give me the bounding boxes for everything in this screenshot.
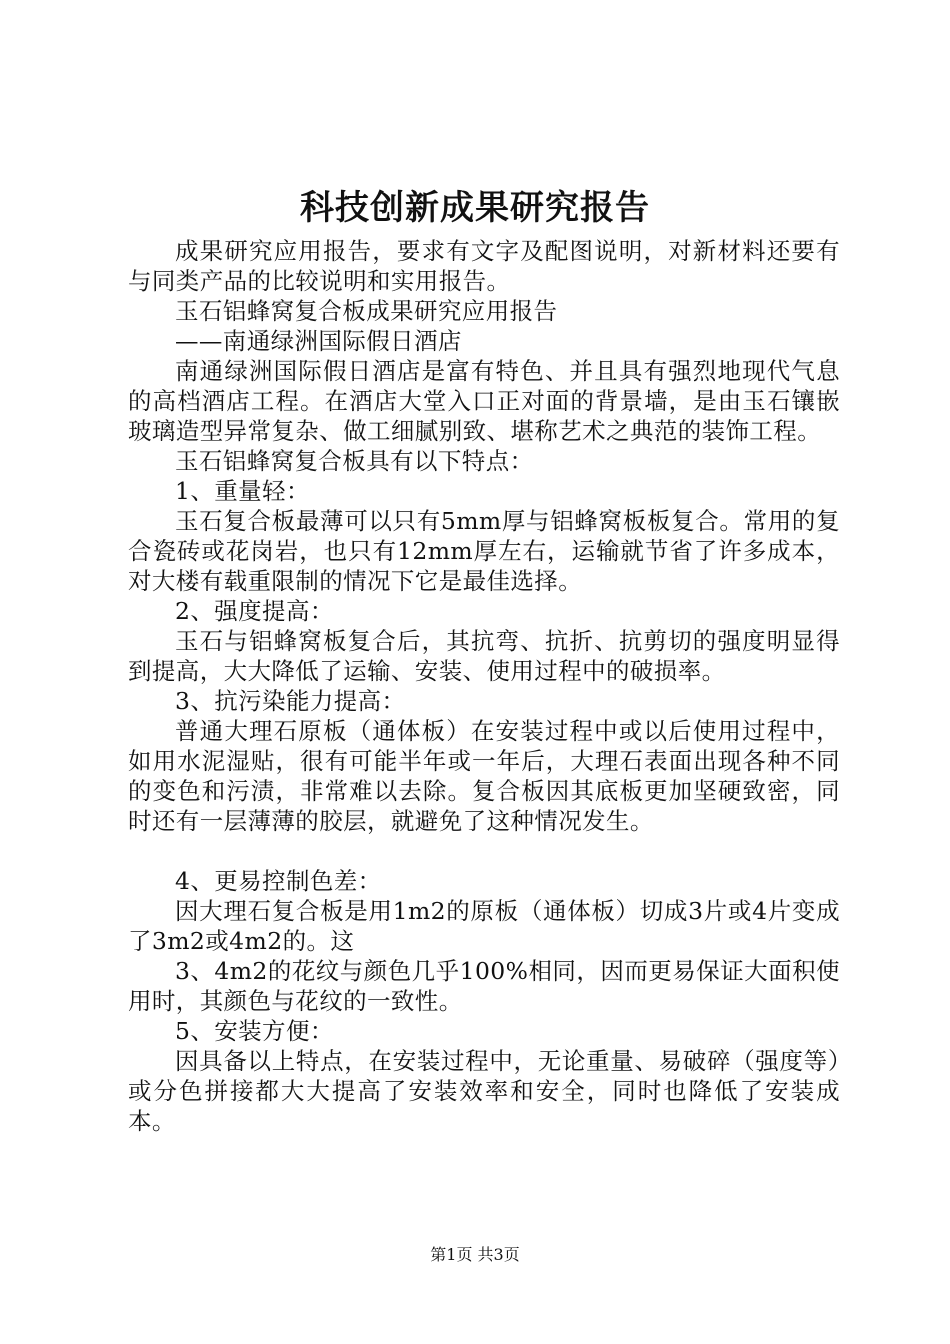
feature-heading-3: 3、抗污染能力提高： — [175, 687, 406, 715]
paragraph-project-description: 南通绿洲国际假日酒店是富有特色、并且具有强烈地现代气息的高档酒店工程。在酒店大堂入口正对面的背景墙，是由玉石镶嵌玻璃造型异常复杂、做工细腻别致、堪称艺术之典范的装饰工程。 — [128, 357, 840, 445]
feature-heading-2: 2、强度提高： — [175, 597, 334, 625]
feature-heading-1: 1、重量轻： — [175, 477, 310, 505]
document-title: 科技创新成果研究报告 — [300, 188, 650, 228]
feature-text-4b: 3、4m2的花纹与颜色几乎100%相同，因而更易保证大面积使用时，其颜色与花纹的一致性。 — [128, 957, 840, 1015]
feature-text-3: 普通大理石原板（通体板）在安装过程中或以后使用过程中，如用水泥湿贴，很有可能半年或一年后，大理石表面出现各种不同的变色和污渍，非常难以去除。复合板因其底板更加坚硬致密，同时还有一层薄薄的胶层，就避免了这种情况发生。 — [128, 717, 840, 835]
document-body — [128, 236, 840, 1136]
feature-text-5: 因具备以上特点，在安装过程中，无论重量、易破碎（强度等）或分色拼接都大大提高了安装效率和安全，同时也降低了安装成本。 — [128, 1047, 840, 1135]
paragraph-intro: 成果研究应用报告，要求有文字及配图说明，对新材料还要有与同类产品的比较说明和实用报告。 — [128, 237, 840, 295]
paragraph-subtitle: 玉石铝蜂窝复合板成果研究应用报告 — [175, 297, 558, 325]
paragraph-features-heading: 玉石铝蜂窝复合板具有以下特点： — [175, 447, 534, 475]
feature-heading-4: 4、更易控制色差： — [175, 867, 382, 895]
paragraph-project-name: ——南通绿洲国际假日酒店 — [175, 327, 462, 355]
feature-heading-5: 5、安装方便： — [175, 1017, 334, 1045]
feature-text-4a: 因大理石复合板是用1m2的原板（通体板）切成3片或4片变成了3m2或4m2的。这 — [128, 897, 840, 955]
feature-text-2: 玉石与铝蜂窝板复合后，其抗弯、抗折、抗剪切的强度明显得到提高，大大降低了运输、安装、使用过程中的破损率。 — [128, 627, 840, 685]
page-number: 第1页 共3页 — [430, 1245, 520, 1264]
paragraph-gap — [128, 836, 840, 866]
feature-text-1: 玉石复合板最薄可以只有5mm厚与铝蜂窝板板复合。常用的复合瓷砖或花岗岩，也只有12mm厚左右，运输就节省了许多成本，对大楼有载重限制的情况下它是最佳选择。 — [128, 507, 840, 595]
